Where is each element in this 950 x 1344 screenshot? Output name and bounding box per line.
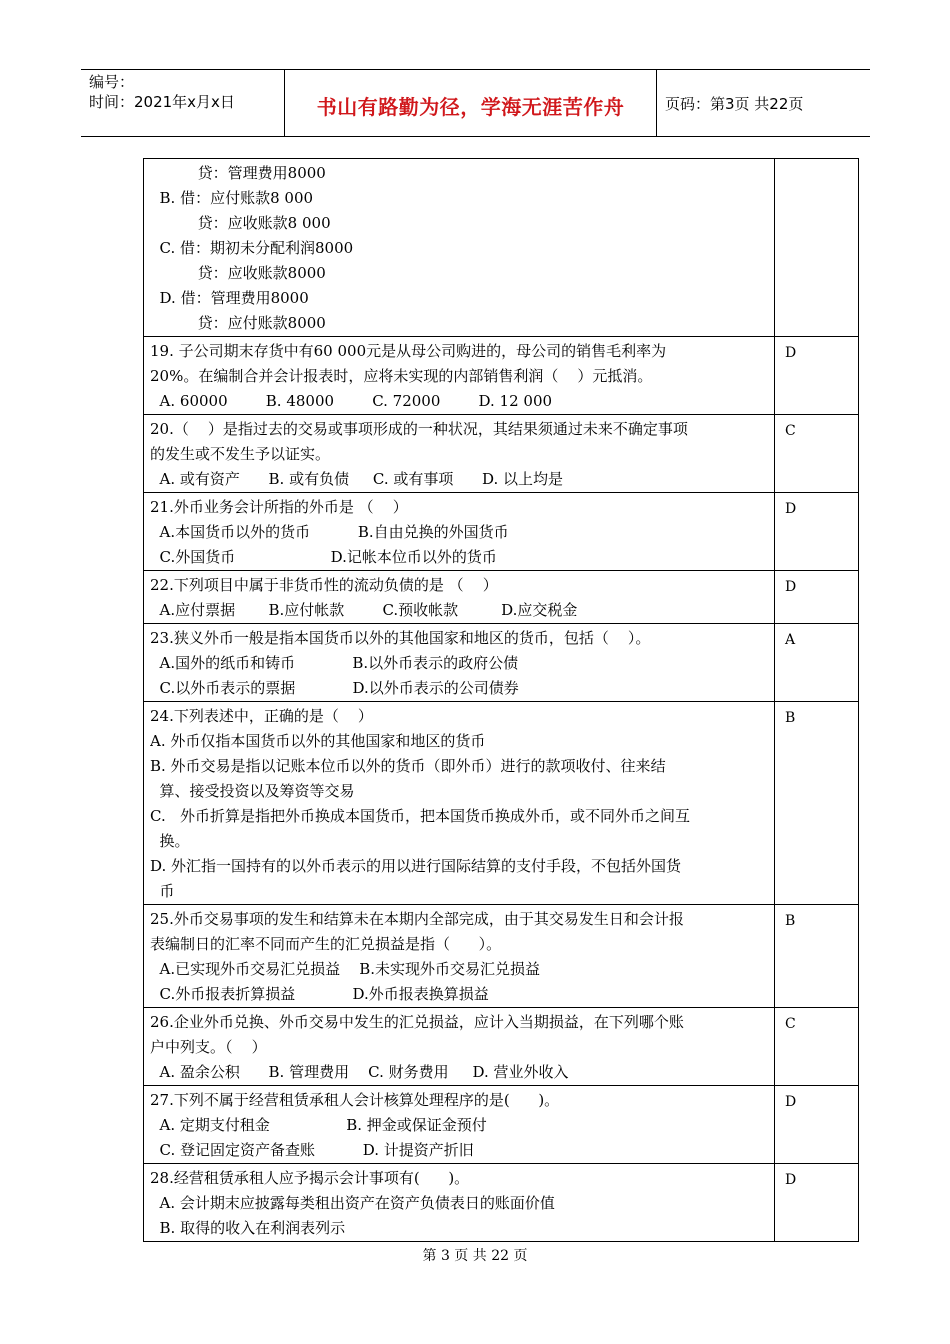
question-line: 24.下列表述中，正确的是（ ） [150,707,373,725]
question-line: C. 借：期初未分配利润8000 [150,239,354,257]
question-line: 19. 子公司期末存货中有60 000元是从母公司购进的，母公司的销售毛利率为 [150,342,667,360]
question-line: A. 外币仅指本国货币以外的其他国家和地区的货币 [150,732,486,750]
question-row [144,624,859,702]
question-line: C. 登记固定资产备查账 D. 计提资产折旧 [150,1141,474,1159]
question-line: A. 会计期末应披露每类租出资产在资产负债表日的账面价值 [150,1194,555,1212]
question-line: C. 外币折算是指把外币换成本国货币，把本国货币换成外币，或不同外币之间互 [150,807,691,825]
page-header [81,69,870,137]
answer-cell: B [775,905,859,1008]
question-row [144,415,859,493]
question-line: 算、接受投资以及筹资等交易 [150,782,355,800]
question-line: D. 借：管理费用8000 [150,289,309,307]
question-cell [144,337,775,415]
question-line: 23.狭义外币一般是指本国货币以外的其他国家和地区的货币，包括（ ）。 [150,629,651,647]
question-line: 贷：应收账款8000 [150,264,326,282]
answer-cell [775,159,859,337]
question-line: D. 外汇指一国持有的以外币表示的用以进行国际结算的支付手段，不包括外国货 [150,857,682,875]
question-line: 21.外币业务会计所指的外币是 （ ） [150,498,408,516]
answer-cell: D [775,337,859,415]
question-row [144,1164,859,1242]
question-line: 28.经营租赁承租人应予揭示会计事项有( )。 [150,1169,470,1187]
question-line: A. 60000 B. 48000 C. 72000 D. 12 000 [150,392,553,410]
question-line: 贷：应付账款8000 [150,314,326,332]
question-row [144,337,859,415]
question-line: 换。 [150,832,190,850]
answer-cell: D [775,1086,859,1164]
question-line: 表编制日的汇率不同而产生的汇兑损益是指（ ）。 [150,935,502,953]
question-line: 币 [150,882,175,900]
header-page-cell [657,70,870,136]
question-line: C.以外币表示的票据 D.以外币表示的公司债券 [150,679,519,697]
question-cell [144,1008,775,1086]
question-line: 户中列支。（ ） [150,1038,267,1056]
question-cell [144,1086,775,1164]
question-line: 贷：管理费用8000 [150,164,326,182]
question-row [144,1008,859,1086]
question-line: 贷：应收账款8 000 [150,214,331,232]
question-row [144,571,859,624]
header-meta-cell [81,70,285,136]
question-cell [144,624,775,702]
question-cell [144,1164,775,1242]
answer-cell: A [775,624,859,702]
question-cell [144,159,775,337]
document-number-label: 编号： [89,73,135,91]
answer-cell: C [775,1008,859,1086]
question-line: A.已实现外币交易汇兑损益 B.未实现外币交易汇兑损益 [150,960,541,978]
question-row [144,1086,859,1164]
question-line: 20.（ ）是指过去的交易或事项形成的一种状况，其结果须通过未来不确定事项 [150,420,688,438]
document-date: 时间：2021年x月x日 [89,93,235,111]
question-line: C.外币报表折算损益 D.外币报表换算损益 [150,985,489,1003]
question-line: A.国外的纸币和铸币 B.以外币表示的政府公债 [150,654,519,672]
question-line: A.本国货币以外的货币 B.自由兑换的外国货币 [150,523,509,541]
question-line: A. 盈余公积 B. 管理费用 C. 财务费用 D. 营业外收入 [150,1063,569,1081]
question-line: 27.下列不属于经营租赁承租人会计核算处理程序的是( )。 [150,1091,560,1109]
answer-cell: C [775,415,859,493]
motto: 书山有路勤为径，学海无涯苦作舟 [316,95,625,119]
question-row [144,702,859,905]
header-motto-cell [285,70,657,136]
header-page-info: 页码：第3页 共22页 [665,95,804,113]
question-cell [144,493,775,571]
question-line: B. 外币交易是指以记账本位币以外的货币（即外币）进行的款项收付、往来结 [150,757,666,775]
answer-cell: D [775,493,859,571]
question-line: C.外国货币 D.记帐本位币以外的货币 [150,548,497,566]
question-table [143,158,859,1242]
question-cell [144,415,775,493]
answer-cell: D [775,571,859,624]
question-line: B. 取得的收入在利润表列示 [150,1219,346,1237]
question-line: 25.外币交易事项的发生和结算未在本期内全部完成，由于其交易发生日和会计报 [150,910,684,928]
question-line: 26.企业外币兑换、外币交易中发生的汇兑损益，应计入当期损益，在下列哪个账 [150,1013,684,1031]
question-cell [144,702,775,905]
answer-cell: B [775,702,859,905]
question-line: A. 定期支付租金 B. 押金或保证金预付 [150,1116,487,1134]
question-line: B. 借：应付账款8 000 [150,189,314,207]
question-line: A. 或有资产 B. 或有负债 C. 或有事项 D. 以上均是 [150,470,564,488]
question-line: 20%。在编制合并会计报表时，应将未实现的内部销售利润（ ）元抵消。 [150,367,653,385]
page-footer: 第 3 页 共 22 页 [422,1248,528,1264]
question-row [144,493,859,571]
question-cell [144,905,775,1008]
question-line: A.应付票据 B.应付帐款 C.预收帐款 D.应交税金 [150,601,578,619]
question-cell [144,571,775,624]
question-row [144,905,859,1008]
question-line: 的发生或不发生予以证实。 [150,445,331,463]
answer-cell: D [775,1164,859,1242]
question-row [144,159,859,337]
question-line: 22.下列项目中属于非货币性的流动负债的是 （ ） [150,576,498,594]
